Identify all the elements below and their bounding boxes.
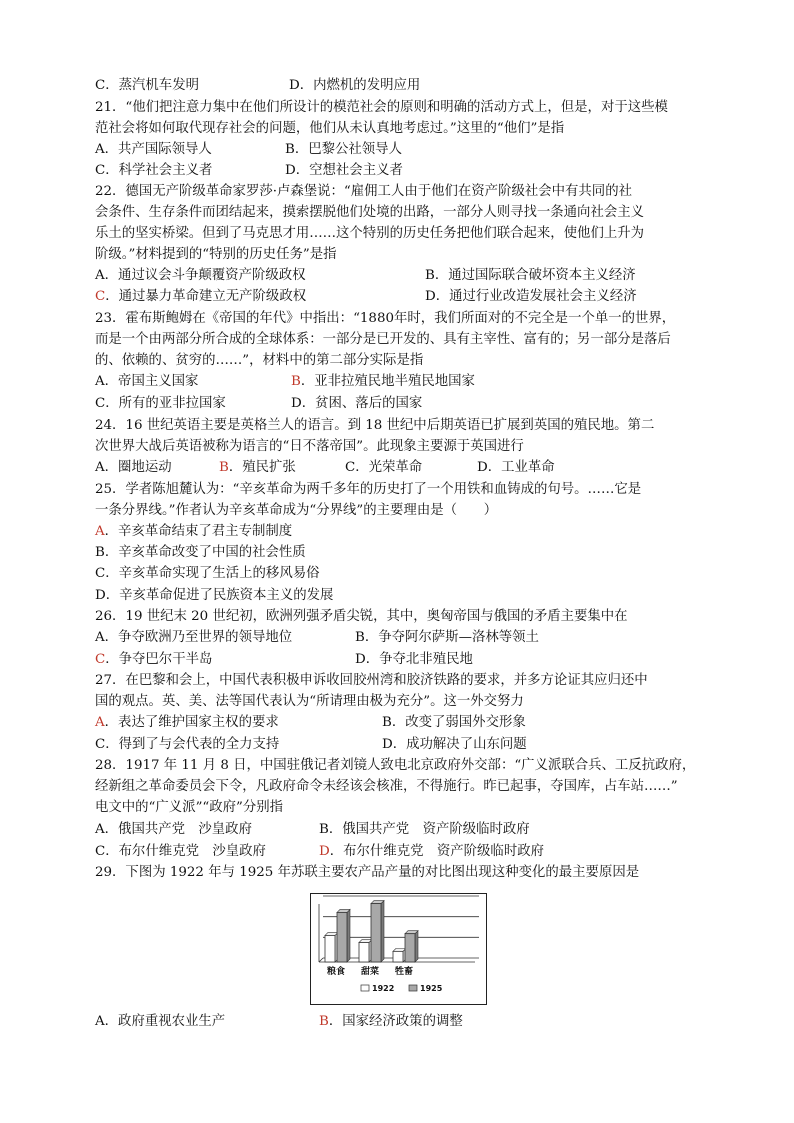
q23-option-a: A．帝国主义国家 (95, 374, 199, 389)
q20-option-d: D．内燃机的发明应用 (289, 78, 421, 93)
legend-label-1925: 1925 (420, 984, 443, 993)
bar-side-1925 (347, 909, 350, 962)
bar-1922-2 (393, 951, 403, 962)
q28-option-d (319, 842, 544, 862)
q26-stem-line1: 26．19 世纪末 20 世纪初，欧洲列强矛盾尖锐，其中，奥匈帝国与俄国的矛盾主要集中在 (95, 609, 628, 624)
q28-stem-line2: 经新组之革命委员会下令，凡政府命令未经该会核准，不得施行。昨已起事，夺国库，占车站……” (95, 779, 678, 794)
q29-option-b-letter: B (319, 1014, 329, 1029)
q23-option-b (291, 372, 475, 392)
production-comparison-chart (310, 893, 487, 1005)
q24-stem-line1: 24．16 世纪英语主要是英格兰人的语言。到 18 世纪中后期英语已扩展到英国的殖民地。第二 (95, 418, 655, 433)
q22-option-c-letter: C (95, 289, 106, 304)
q23-option-b-text: ．亚非拉殖民地半殖民地国家 (300, 374, 475, 389)
q28-stem-line1: 28．1917 年 11 月 8 日，中国驻俄记者刘镜人致电北京政府外交部：“广义派联合兵、工反抗政府， (95, 758, 696, 773)
q21-option-b: B．巴黎公社领导人 (285, 142, 402, 157)
q25-option-a-text: ．辛亥革命结束了君主专制制度 (104, 524, 293, 539)
legend-swatch-1925 (409, 985, 417, 991)
q27-option-c: C．得到了与会代表的全力支持 (95, 737, 280, 752)
q25-option-a (95, 522, 292, 542)
q27-option-a-letter: A (95, 715, 105, 730)
q22-stem-line4: 阶级。”材料提到的“特别的历史任务”是指 (95, 247, 337, 262)
q23-stem-line2: 而是一个由两部分所合成的全球体系：一部分是已开发的、具有主宰性、富有的；另一部分是落后 (95, 332, 671, 347)
q29-stem-line1: 29．下图为 1922 年与 1925 年苏联主要农产品产量的对比图出现这种变化的最主要原因是 (95, 865, 640, 880)
q21-option-a: A．共产国际领导人 (95, 142, 212, 157)
q27-option-a (95, 713, 279, 733)
q26-option-c (95, 650, 212, 670)
q26-option-c-letter: C (95, 652, 106, 667)
q22-option-c (95, 287, 306, 307)
q27-option-b: B．改变了弱国外交形象 (382, 715, 526, 730)
q28-option-d-letter: D (319, 844, 330, 859)
bar-1925-1 (371, 904, 381, 962)
q25-stem-line2: 一条分界线。”作者认为辛亥革命成为“分界线”的主要理由是（ ） (95, 503, 498, 518)
q28-option-b: B．俄国共产党 资产阶级临时政府 (319, 822, 530, 837)
q25-stem-line1: 25．学者陈旭麓认为：“辛亥革命为两千多年的历史打了一个用铁和血铸成的句号。……它是 (95, 482, 642, 497)
q27-option-a-text: ．表达了维护国家主权的要求 (104, 715, 279, 730)
q24-option-c: C．光荣革命 (345, 460, 423, 475)
q25-option-b: B．辛亥革命改变了中国的社会性质 (95, 545, 306, 560)
bar-1922-1 (359, 943, 369, 962)
bar-1925-0 (337, 912, 347, 962)
q22-option-d: D．通过行业改造发展社会主义经济 (425, 289, 637, 304)
x-tick-label: 牲畜 (394, 967, 414, 977)
bar-side-1925 (381, 901, 384, 962)
q29-option-b-text: ．国家经济政策的调整 (328, 1014, 463, 1029)
q27-stem-line1: 27．在巴黎和会上，中国代表积极申诉收回胶州湾和胶济铁路的要求，并多方论证其应归还中 (95, 673, 648, 688)
q28-stem-line3: 电文中的“广义派”“政府”分别指 (95, 800, 284, 815)
q26-option-a: A．争夺欧洲乃至世界的领导地位 (95, 630, 293, 645)
legend-swatch-1922 (361, 985, 369, 991)
q23-stem-line3: 的、依赖的、贫穷的……”，材料中的第二部分实际是指 (95, 353, 424, 368)
chart-svg (311, 894, 486, 1004)
q21-stem-line1: 21．“他们把注意力集中在他们所设计的模范社会的原则和明确的活动方式上，但是，对于这些模 (95, 100, 668, 115)
q21-option-d: D．空想社会主义者 (285, 163, 403, 178)
q24-option-b-text: ．殖民扩张 (228, 460, 296, 475)
q28-option-c: C．布尔什维克党 沙皇政府 (95, 844, 266, 859)
q22-option-a: A．通过议会斗争颠覆资产阶级政权 (95, 268, 306, 283)
q22-stem-line2: 会条件、生存条件而团结起来，摸索摆脱他们处境的出路，一部分人则寻找一条通向社会主义 (95, 205, 645, 220)
q23-stem-line1: 23．霍布斯鲍姆在《帝国的年代》中指出：“1880年时，我们所面对的不完全是一个单一的世界， (95, 311, 676, 326)
q26-option-c-text: ．争夺巴尔干半岛 (105, 652, 213, 667)
q24-option-b-letter: B (219, 460, 229, 475)
bar-1925-2 (405, 934, 415, 962)
q26-option-d: D．争夺北非殖民地 (355, 652, 473, 667)
floor-edge (319, 958, 323, 962)
q27-stem-line2: 国的观点。英、美、法等国代表认为“所请理由极为充分”。这一外交努力 (95, 694, 524, 709)
q23-option-d: D．贫困、落后的国家 (291, 396, 423, 411)
q22-option-c-text: ．通过暴力革命建立无产阶级政权 (105, 289, 307, 304)
q29-option-a: A．政府重视农业生产 (95, 1014, 226, 1029)
q24-option-b (219, 458, 296, 478)
q22-stem-line3: 乐土的坚实桥梁。但到了马克思才用……这个特别的历史任务把他们联合起来，使他们上升为 (95, 226, 645, 241)
q26-option-b: B．争夺阿尔萨斯—洛林等领土 (355, 630, 539, 645)
bar-1922-0 (325, 935, 335, 962)
bar-side-1925 (415, 931, 418, 962)
q22-option-b: B．通过国际联合破坏资本主义经济 (425, 268, 636, 283)
q23-option-c: C．所有的亚非拉国家 (95, 396, 226, 411)
x-tick-label: 甜菜 (360, 967, 380, 977)
q29-option-b (319, 1012, 463, 1032)
q27-option-d: D．成功解决了山东问题 (382, 737, 527, 752)
q24-stem-line2: 次世界大战后英语被称为语言的“日不落帝国”。此现象主要源于英国进行 (95, 439, 524, 454)
q23-option-b-letter: B (291, 374, 301, 389)
x-tick-label: 粮食 (326, 967, 346, 977)
q24-option-a: A．圈地运动 (95, 460, 172, 475)
q25-option-a-letter: A (95, 524, 105, 539)
q25-option-d: D．辛亥革命促进了民族资本主义的发展 (95, 588, 334, 603)
q28-option-d-text: ．布尔什维克党 资产阶级临时政府 (329, 844, 544, 859)
q24-option-d: D．工业革命 (477, 460, 555, 475)
q20-option-c: C．蒸汽机车发明 (95, 78, 199, 93)
legend-label-1922: 1922 (372, 984, 395, 993)
q21-stem-line2: 范社会将如何取代现存社会的问题，他们从未认真地考虑过。”这里的“他们”是指 (95, 121, 565, 136)
q28-option-a: A．俄国共产党 沙皇政府 (95, 822, 252, 837)
q22-stem-line1: 22．德国无产阶级革命家罗莎·卢森堡说：“雇佣工人由于他们在资产阶级社会中有共同的社 (95, 184, 632, 199)
q21-option-c: C．科学社会主义者 (95, 163, 213, 178)
q25-option-c: C．辛亥革命实现了生活上的移风易俗 (95, 566, 320, 581)
